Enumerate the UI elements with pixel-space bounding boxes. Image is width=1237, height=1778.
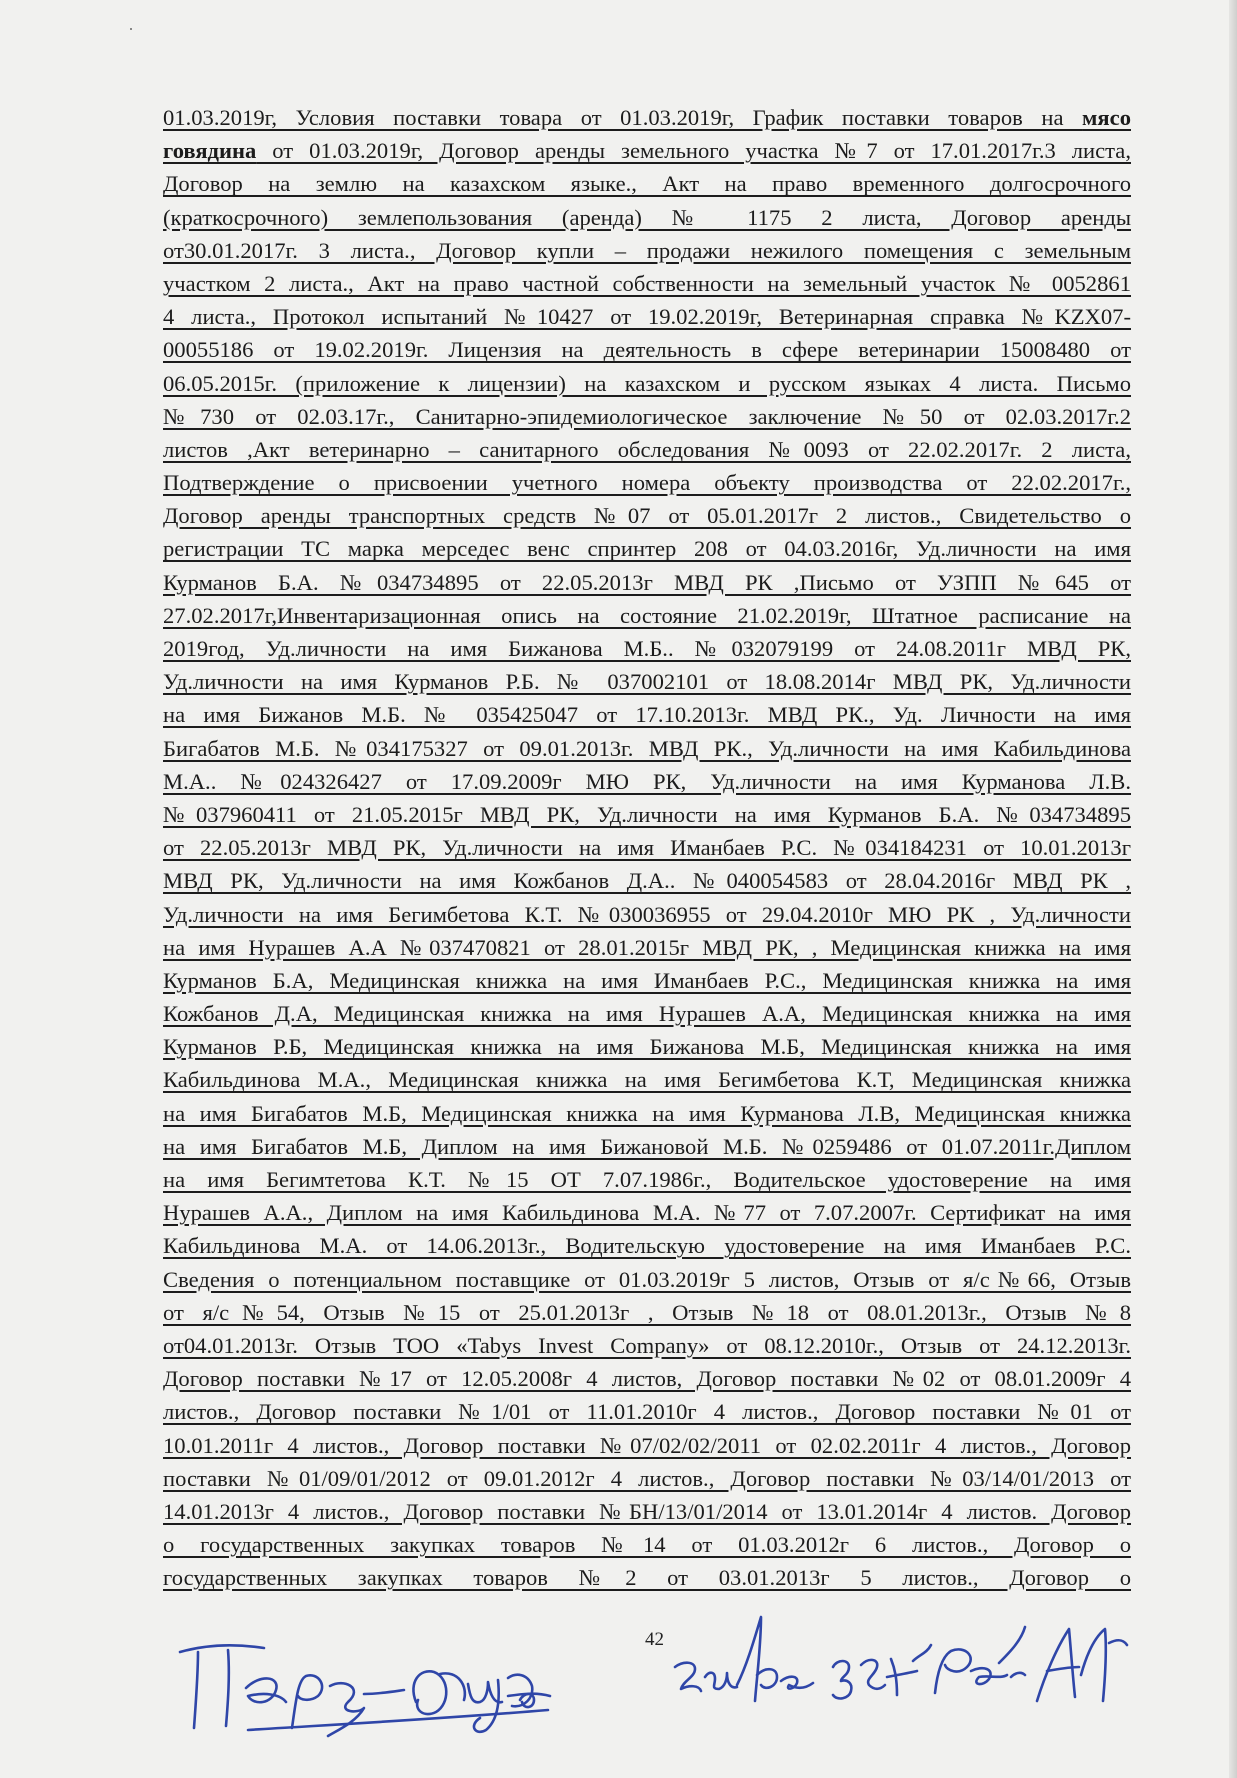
text-line: на имя Бигабатов М.Б, Медицинская книжка на имя Курманова Л.В, Медицинская книжка — [163, 1100, 1131, 1126]
bold-text: говядина — [163, 138, 257, 164]
text-line: Курманов Б.А. №034734895 от 22.05.2013г МВД РК ,Письмо от УЗПП №645 от — [163, 569, 1131, 595]
text-line: Сведения о потенциальном поставщике от 01.03.2019г 5 листов, Отзыв от я/с№66, Отзыв — [163, 1266, 1131, 1292]
text-line: №730 от 02.03.17г., Санитарно-эпидемиологическое заключение №50 от 02.03.2017г.2 — [163, 403, 1131, 429]
text-line: Договор на землю на казахском языке., Акт на право временного долгосрочного — [163, 171, 1131, 197]
text-line: 10.01.2011г 4 листов., Договор поставки №07/02/02/2011 от 02.02.2011г 4 листов., Договор — [163, 1432, 1131, 1458]
text-line: Договор аренды транспортных средств №07 от 05.01.2017г 2 листов., Свидетельство о — [163, 503, 1131, 529]
document-body — [163, 101, 1131, 1594]
text-line: от я/с№54, Отзыв №15 от 25.01.2013г , Отзыв №18 от 08.01.2013г., Отзыв №8 — [163, 1299, 1131, 1325]
text-line: 27.02.2017г,Инвентаризационная опись на состояние 21.02.2019г, Штатное расписание на — [163, 602, 1131, 628]
text-line: 06.05.2015г. (приложение к лицензии) на казахском и русском языках 4 листа. Письмо — [163, 370, 1131, 396]
text-line: на имя Бижанов М.Б. № 035425047 от 17.10.2013г. МВД РК., Уд. Личности на имя — [163, 702, 1131, 728]
text-line: Уд.личности на имя Курманов Р.Б. № 037002101 от 18.08.2014г МВД РК, Уд.личности — [163, 669, 1131, 695]
text-line: Бигабатов М.Б. №034175327 от 09.01.2013г. МВД РК., Уд.личности на имя Кабильдинова — [163, 735, 1131, 761]
text-line: 2019год, Уд.личности на имя Бижанова М.Б.. №032079199 от 24.08.2011г МВД РК, — [163, 636, 1131, 661]
text-line: Уд.личности на имя Бегимбетова К.Т. №030036955 от 29.04.2010г МЮ РК , Уд.личности — [163, 901, 1131, 927]
text-line: от30.01.2017г. 3 листа., Договор купли – продажи нежилого помещения с земельным — [163, 237, 1131, 263]
text-line: на имя Бегимтетова К.Т. №15 ОТ 7.07.1986г., Водительское удостоверение на имя — [163, 1167, 1131, 1192]
handwritten-signature-right — [665, 1605, 1145, 1735]
text-line: Кожбанов Д.А, Медицинская книжка на имя Нурашев А.А, Медицинская книжка на имя — [163, 1001, 1131, 1027]
text-line: №037960411 от 21.05.2015г МВД РК, Уд.личности на имя Курманов Б.А. №034734895 — [163, 801, 1131, 827]
text-line: листов., Договор поставки №1/01 от 11.01.2010г 4 листов., Договор поставки №01 от — [163, 1399, 1131, 1425]
text-line: 00055186 от 19.02.2019г. Лицензия на деятельность в сфере ветеринарии 15008480 от — [163, 337, 1131, 363]
text-line: говядина от 01.03.2019г, Договор аренды земельного участка №7 от 17.01.2017г.3 листа, — [163, 138, 1131, 164]
text-line: Подтверждение о присвоении учетного номера объекту производства от 22.02.2017г., — [163, 470, 1131, 496]
page-number: 42 — [645, 1629, 664, 1650]
text-line: от 22.05.2013г МВД РК, Уд.личности на имя Иманбаев Р.С. №034184231 от 10.01.2013г — [163, 835, 1131, 861]
text-line: М.А.. №024326427 от 17.09.2009г МЮ РК, Уд.личности на имя Курманова Л.В. — [163, 768, 1131, 794]
text-line: о государственных закупках товаров №14 от 01.03.2012г 6 листов., Договор о — [163, 1532, 1131, 1558]
scan-speck — [130, 28, 132, 30]
text-line: государственных закупках товаров №2 от 03.01.2013г 5 листов., Договор о — [163, 1565, 1131, 1591]
text-line: 01.03.2019г, Условия поставки товара от 01.03.2019г, График поставки товаров на мясо — [163, 105, 1131, 130]
text-line: Кабильдинова М.А., Медицинская книжка на имя Бегимбетова К.Т, Медицинская книжка — [163, 1067, 1131, 1093]
text-line: на имя Нурашев А.А №037470821 от 28.01.2015г МВД РК, , Медицинская книжка на имя — [163, 934, 1131, 960]
text-line: (краткосрочного) землепользования (аренда) № 1175 2 листа, Договор аренды — [163, 204, 1131, 230]
bold-text: мясо — [1082, 105, 1131, 130]
text-line: 14.01.2013г 4 листов., Договор поставки №БН/13/01/2014 от 13.01.2014г 4 листов. Договор — [163, 1498, 1131, 1524]
text-line: Кабильдинова М.А. от 14.06.2013г., Водительскую удостоверение на имя Иманбаев Р.С. — [163, 1233, 1131, 1259]
text-line: Договор поставки №17 от 12.05.2008г 4 листов, Договор поставки №02 от 08.01.2009г 4 — [163, 1366, 1131, 1392]
handwritten-signature-left — [168, 1630, 568, 1740]
text-line: 4 листа., Протокол испытаний №10427 от 19.02.2019г, Ветеринарная справка №KZX07- — [163, 304, 1131, 330]
text-line: участком 2 листа., Акт на право частной собственности на земельный участок № 0052861 — [163, 270, 1131, 296]
text-line: МВД РК, Уд.личности на имя Кожбанов Д.А.. №040054583 от 28.04.2016г МВД РК , — [163, 868, 1131, 894]
text-line: Курманов Р.Б, Медицинская книжка на имя Бижанова М.Б, Медицинская книжка на имя — [163, 1034, 1131, 1060]
text-line: Нурашев А.А., Диплом на имя Кабильдинова М.А. №77 от 7.07.2007г. Сертификат на имя — [163, 1200, 1131, 1226]
text-line: Курманов Б.А, Медицинская книжка на имя Иманбаев Р.С., Медицинская книжка на имя — [163, 967, 1131, 993]
text-line: листов ,Акт ветеринарно – санитарного обследования №0093 от 22.02.2017г. 2 листа, — [163, 436, 1131, 462]
text-line: от04.01.2013г. Отзыв ТОО «Tabys Invest Company» от 08.12.2010г., Отзыв от 24.12.2013г. — [163, 1332, 1131, 1358]
text-line: поставки №01/09/01/2012 от 09.01.2012г 4 листов., Договор поставки №03/14/01/2013 от — [163, 1465, 1131, 1491]
text-line: регистрации ТС марка мерседес венс спринтер 208 от 04.03.2016г, Уд.личности на имя — [163, 536, 1131, 562]
text-line: на имя Бигабатов М.Б, Диплом на имя Бижановой М.Б. №0259486 от 01.07.2011г.Диплом — [163, 1133, 1131, 1159]
scan-edge — [1229, 0, 1237, 1778]
